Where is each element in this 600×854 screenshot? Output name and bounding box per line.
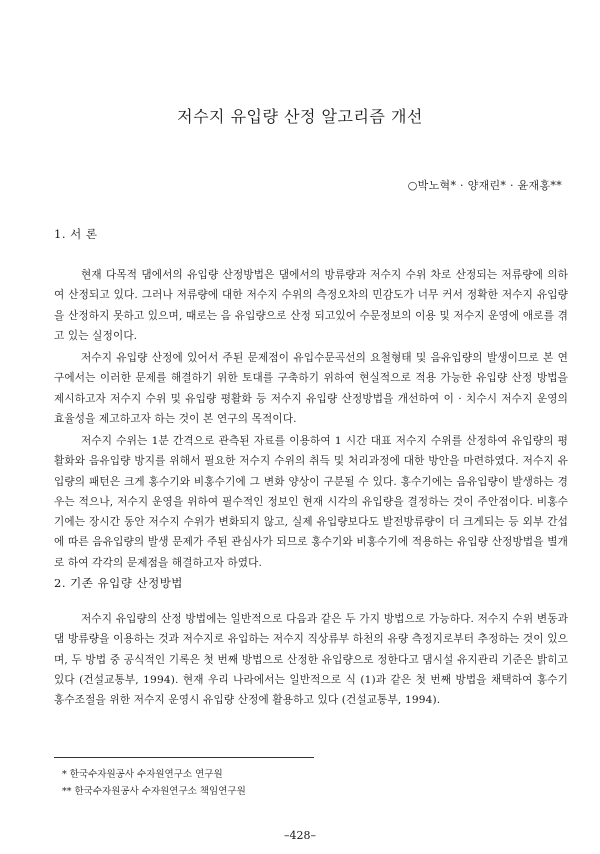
footnote-divider [54,757,314,758]
paper-title: 저수지 유입량 산정 알고리즘 개선 [177,107,423,126]
body-paragraph: 저수지 유입량의 산정 방법에는 일반적으로 다음과 같은 두 가지 방법으로 가능하다. 저수지 수위 변동과 댐 방류량을 이용하는 것과 저수지로 유입하는 저수지 직상류부 하천의 유량 측정지로부터 추정하는 것이 있으며, 두 방법 중 공식적인 기록은 첫 번째 방법으로 산정한 유입량으로 정한다고 댐시설 유지관리 기준은 밝히고 있다 (건설교통부, 1994). 현재 우리 나라에서는 일반적으로 식 (1)과 같은 첫 번째 방법을 채택하여 홍수기 홍수조절을 위한 저수지 운영시 유입량 산정에 활용하고 있다 (건설교통부, 1994). [54,613,568,707]
page-number: –428– [284,829,316,842]
body-paragraph: 저수지 수위는 1분 간격으로 관측된 자료를 이용하여 1 시간 대표 저수지 수위를 산정하여 유입량의 평활화와 음유입량 방지를 위해서 필요한 저수지 수위의 취득 및 처리과정에 대한 방안을 마련하였다. 저수지 유입량의 패턴은 크게 홍수기와 비홍수기에 그 변화 양상이 구분될 수 있다. 홍수기에는 음유입량이 발생하는 경우는 적으나, 저수지 운영을 위하여 필수적인 정보인 현재 시각의 유입량을 결정하는 것이 주안점이다. 비홍수기에는 장시간 동안 저수지 수위가 변화되지 않고, 실제 유입량보다도 발전방류량이 더 크게되는 등 외부 간섭에 따른 음유입량의 발생 문제가 주된 관심사가 되므로 홍수기와 비홍수기에 적용하는 유입량 산정방법을 별개로 하여 각각의 문제점을 해결하고자 하였다. [54,435,568,569]
section-heading-existing-methods: 2. 기존 유입량 산정방법 [54,576,183,590]
body-paragraph: 현재 다목적 댐에서의 유입량 산정방법은 댐에서의 방류량과 저수지 수위 차로 산정되는 저류량에 의하여 산정되고 있다. 그러나 저류량에 대한 저수지 수위의 측정오차의 민감도가 너무 커서 정확한 저수지 유입량을 산정하지 못하고 있으며, 때로는 음 유입량으로 산정 되고있어 수문정보의 이용 및 저수지 운영에 애로를 겪고 있는 실정이다. [54,269,568,342]
body-paragraph: 저수지 유입량 산정에 있어서 주된 문제점이 유입수문곡선의 요철형태 및 음유입량의 발생이므로 본 연구에서는 이러한 문제를 해결하기 위한 토대를 구축하기 위하여 현실적으로 적용 가능한 유입량 산정 방법을 제시하고자 저수지 수위 및 유입량 평활화 등 저수지 유입량 산정방법을 개선하여 이 · 치수시 저수지 운영의 효율성을 제고하고자 하는 것이 본 연구의 목적이다. [54,352,568,425]
author-list: ○박노혁* · 양재린* · 윤재홍** [407,179,562,192]
footnote: * 한국수자원공사 수자원연구소 연구원 [62,769,223,780]
section-heading-introduction: 1. 서 론 [54,227,98,241]
footnote: ** 한국수자원공사 수자원연구소 책임연구원 [62,786,246,797]
